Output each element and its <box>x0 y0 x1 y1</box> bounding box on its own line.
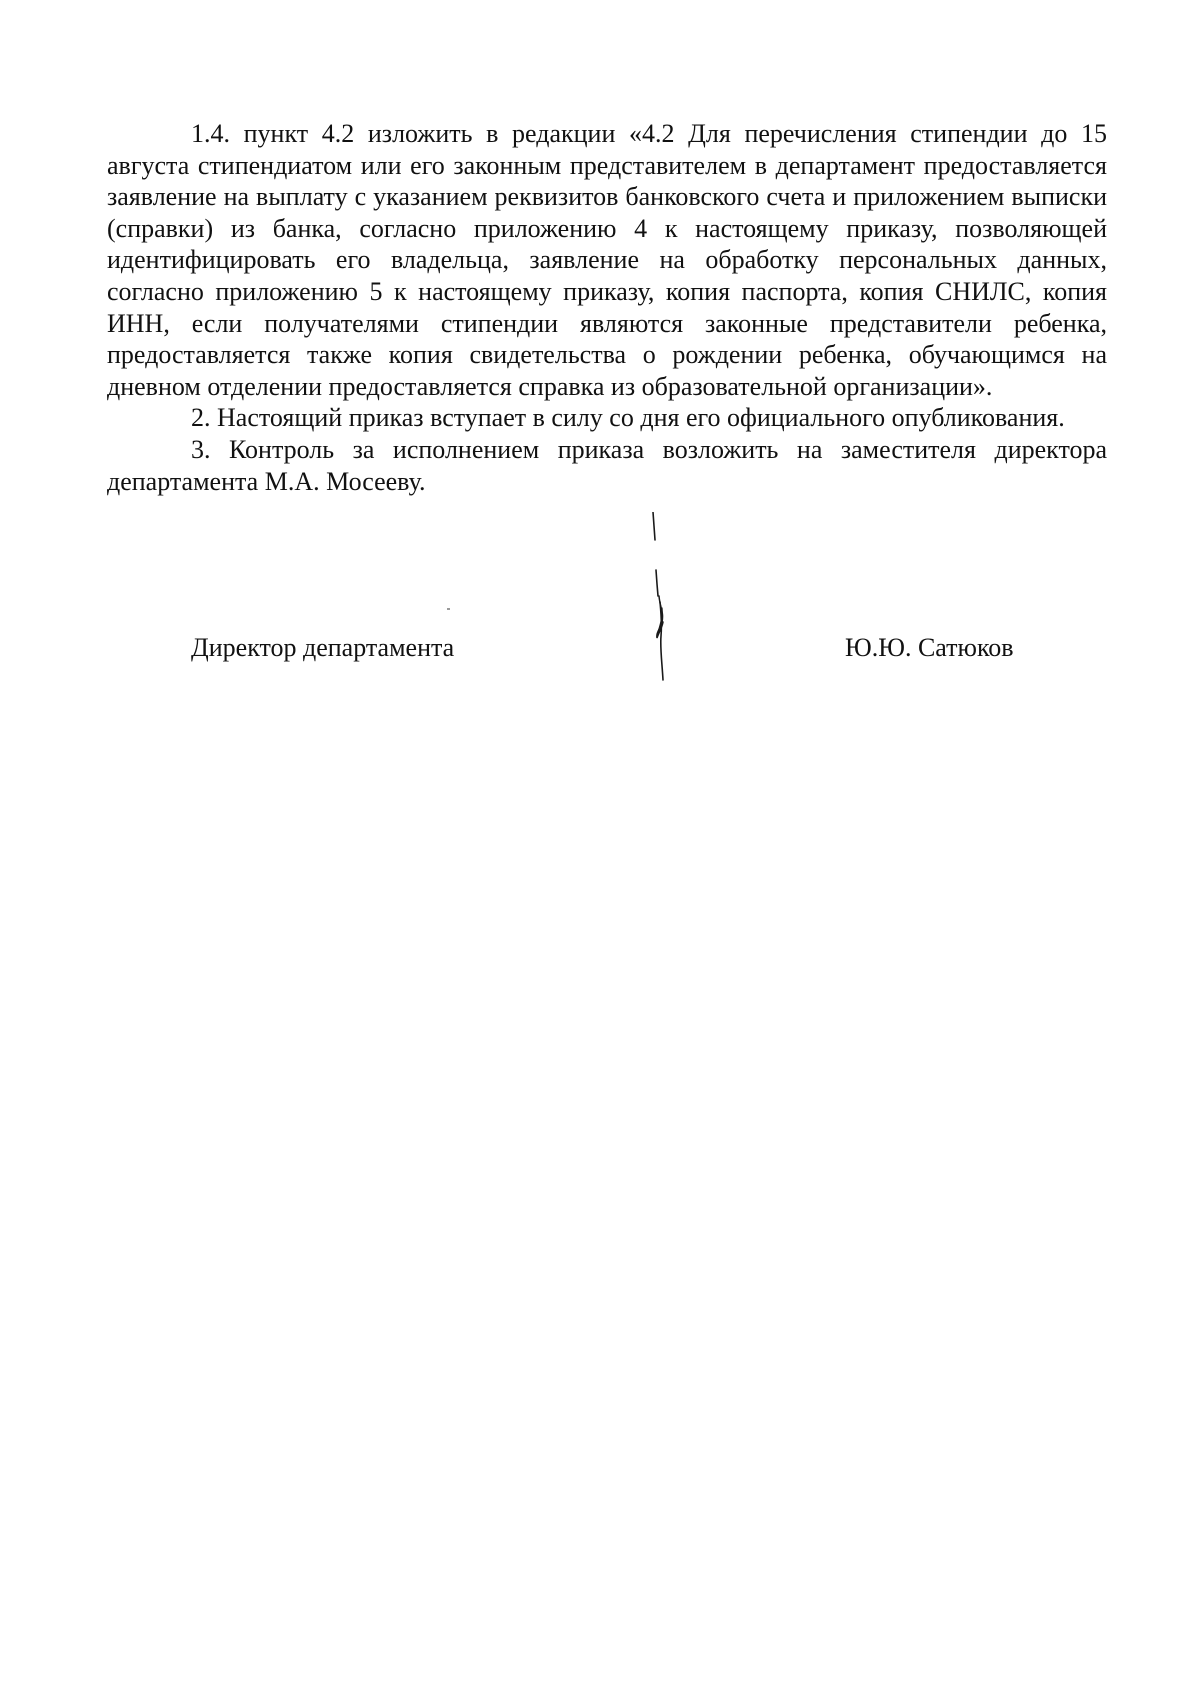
paragraph-2: 2. Настоящий приказ вступает в силу со дня его официального опубликования. <box>191 403 1065 433</box>
signature-block <box>0 633 1200 673</box>
paragraph-3: 3. Контроль за исполнением приказа возложить на заместителя директора департамента М.А. Мосееву. <box>107 434 1107 496</box>
signatory-name: Ю.Ю. Сатюков <box>845 633 1014 662</box>
handwritten-signature-icon <box>636 512 686 682</box>
signatory-position: Директор департамента <box>191 633 455 662</box>
paragraph-1-4: 1.4. пункт 4.2 изложить в редакции «4.2 Для перечисления стипендии до 15 августа стипендиатом или его законным представителем в департамент предоставляется заявление на выплату с указанием реквизитов банковского счета и приложением выписки (справки) из банка, согласно приложению 4 к настоящему приказу, позволяющей идентифицировать его владельца, заявление на обработку персональных данных, согласно приложению 5 к настоящему приказу, копия паспорта, копия СНИЛС, копия ИНН, если получателями стипендии являются законные представители ребенка, предоставляется также копия свидетельства о рождении ребенка, обучающимся на дневном отделении предоставляется справка из образовательной организации». <box>107 119 1107 401</box>
document-body <box>107 118 1107 497</box>
scan-speck <box>447 608 450 610</box>
